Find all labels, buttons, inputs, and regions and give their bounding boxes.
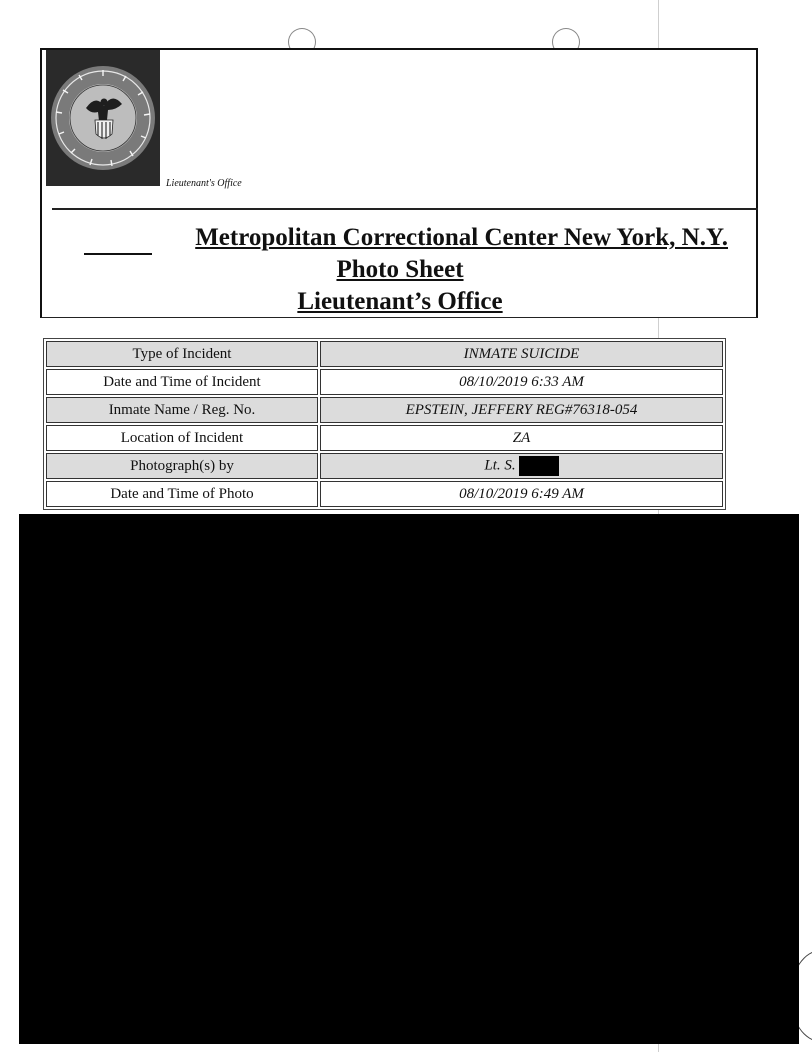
row-value: 08/10/2019 6:33 AM (320, 369, 723, 395)
table-row (46, 481, 723, 507)
page-subtitle: Photo Sheet (336, 256, 464, 283)
seal-graphic (46, 50, 160, 186)
row-label: Location of Incident (46, 425, 318, 451)
header-divider (52, 208, 758, 210)
page-office-title: Lieutenant’s Office (297, 288, 503, 315)
table-row (46, 369, 723, 395)
photographer-name: Lt. S. (484, 457, 516, 474)
row-label: Date and Time of Photo (46, 481, 318, 507)
row-value: EPSTEIN, JEFFERY REG#76318-054 (320, 397, 723, 423)
photo-redaction-block (19, 514, 799, 1044)
table-row (46, 425, 723, 451)
row-value: ZA (320, 425, 723, 451)
table-row (46, 341, 723, 367)
row-value-photographer (320, 453, 723, 479)
document-header (40, 48, 758, 318)
row-label: Date and Time of Incident (46, 369, 318, 395)
row-label: Inmate Name / Reg. No. (46, 397, 318, 423)
table-row (46, 397, 723, 423)
table-row (46, 453, 723, 479)
row-value: INMATE SUICIDE (320, 341, 723, 367)
row-value: 08/10/2019 6:49 AM (320, 481, 723, 507)
doj-seal-logo (46, 50, 160, 186)
title-leading-rule (84, 253, 152, 255)
row-label: Type of Incident (46, 341, 318, 367)
office-caption: Lieutenant's Office (166, 178, 242, 189)
incident-info-table (43, 338, 726, 510)
row-label: Photograph(s) by (46, 453, 318, 479)
inline-redaction (519, 456, 559, 476)
page-title: Metropolitan Correctional Center New York, N.Y. (195, 224, 728, 251)
